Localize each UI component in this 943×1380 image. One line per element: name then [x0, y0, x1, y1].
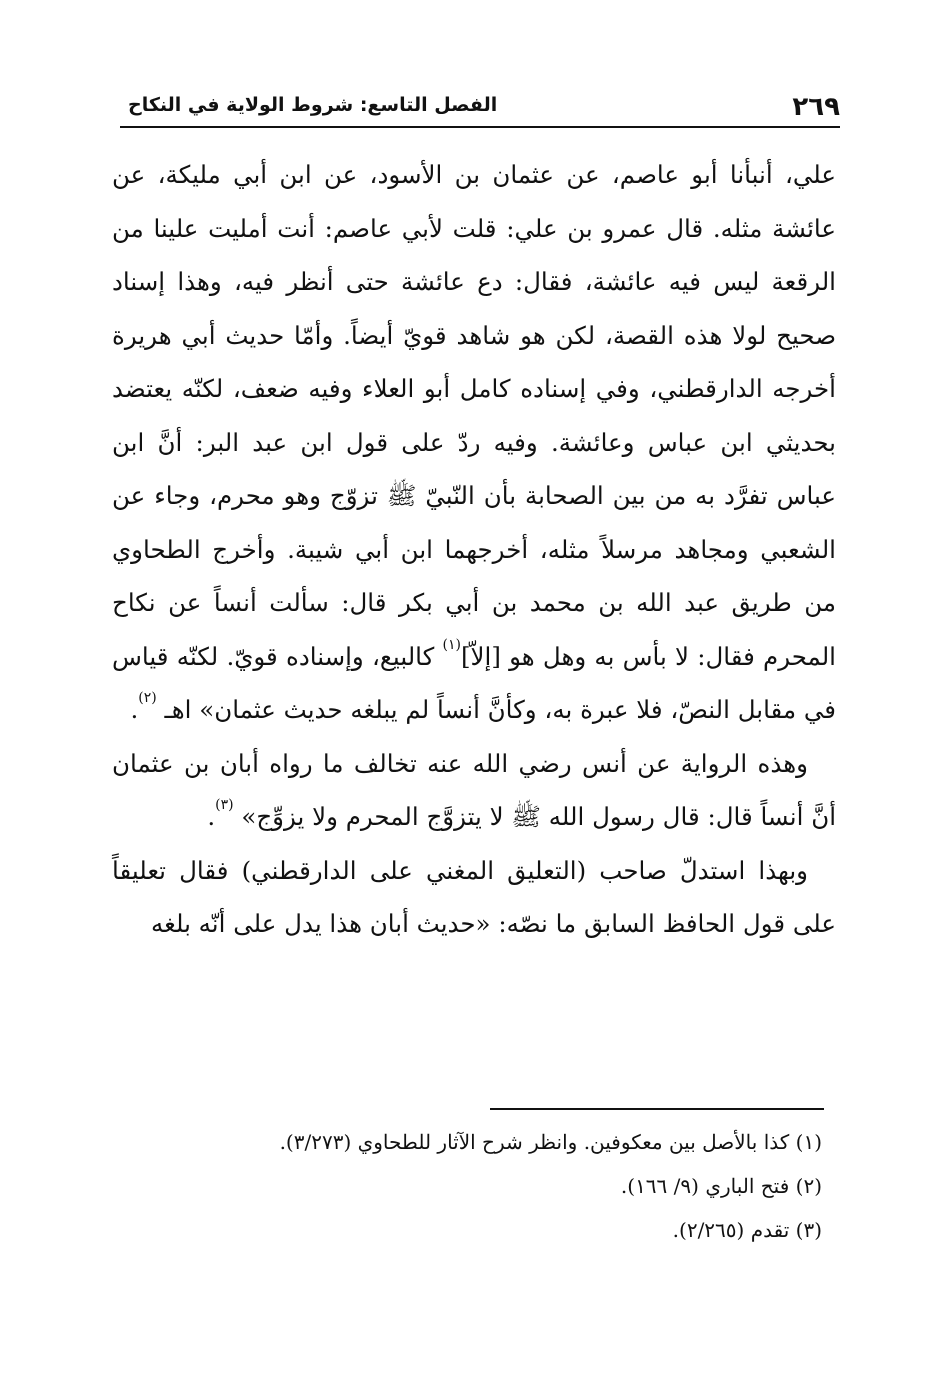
footnote-2: (٢) فتح الباري (٩/ ١٦٦). [620, 1174, 822, 1198]
page-header [120, 90, 840, 128]
footnote-divider [490, 1108, 824, 1110]
running-title: الفصل التاسع: شروط الولاية في النكاح [128, 94, 498, 116]
paragraph-1-part-c: . [130, 695, 139, 724]
footnotes [112, 1120, 822, 1252]
page-number: ٢٦٩ [792, 92, 840, 122]
footnote-ref-1: (١) [442, 636, 461, 653]
paragraph-1-part-b: كالبيع، وإسناده قويّ. لكنّه قياس في مقابل النصّ، فلا عبرة به، وكأنَّ أنساً لم يبلغه حديث عثمان» اهـ [112, 641, 836, 724]
paragraph-1 [112, 148, 836, 737]
footnote-3: (٣) تقدم (٢/٢٦٥). [672, 1218, 822, 1242]
paragraph-1-part-a: علي، أنبأنا أبو عاصم، عن عثمان بن الأسود، عن ابن أبي مليكة، عن عائشة مثله. قال عمرو بن علي: قلت لأبي عاصم: أنت أمليت علينا من الرقعة ليس فيه عائشة، فقال: دع عائشة حتى أنظر فيه، وهذا إسناد صحيح لولا هذه القصة، لكن هو شاهد قويّ أيضاً. وأمّا حديث أبي هريرة أخرجه الدارقطني، وفي إسناده كامل أبو العلاء وفيه ضعف، لكنّه يعتضد بحديثي ابن عباس وعائشة. وفيه ردّ على قول ابن عبد البر: أنَّ ابن عباس تفرَّد به من بين الصحابة بأن النّبيّ ﷺ تزوّج وهو محرم، وجاء عن الشعبي ومجاهد مرسلاً مثله، أخرجهما ابن أبي شيبة. وأخرج الطحاوي من طريق عبد الله بن محمد بن أبي بكر قال: سألت أنساً عن نكاح المحرم فقال: لا بأس به وهل هو [إلاّ] [112, 160, 836, 671]
paragraph-3: وبهذا استدلّ صاحب (التعليق المغني على الدارقطني) فقال تعليقاً على قول الحافظ السابق ما نصّه: «حديث أبان هذا يدل على أنّه بلغه [112, 855, 836, 938]
footnote-ref-3: (٣) [215, 797, 234, 813]
paragraph-2-part-b: . [207, 802, 216, 831]
footnote-1: (١) كذا بالأصل بين معكوفين. وانظر شرح الآثار للطحاوي (٣/٢٧٣). [279, 1130, 822, 1154]
body-text [112, 148, 836, 951]
paragraph-2-part-a: وهذه الرواية عن أنس رضي الله عنه تخالف ما رواه أبان بن عثمان أنَّ أنساً قال: قال رسول الله ﷺ لا يتزوَّج المحرم ولا يزوِّج» [112, 748, 836, 831]
paragraph-2 [112, 737, 836, 844]
footnote-ref-2: (٢) [138, 690, 157, 706]
